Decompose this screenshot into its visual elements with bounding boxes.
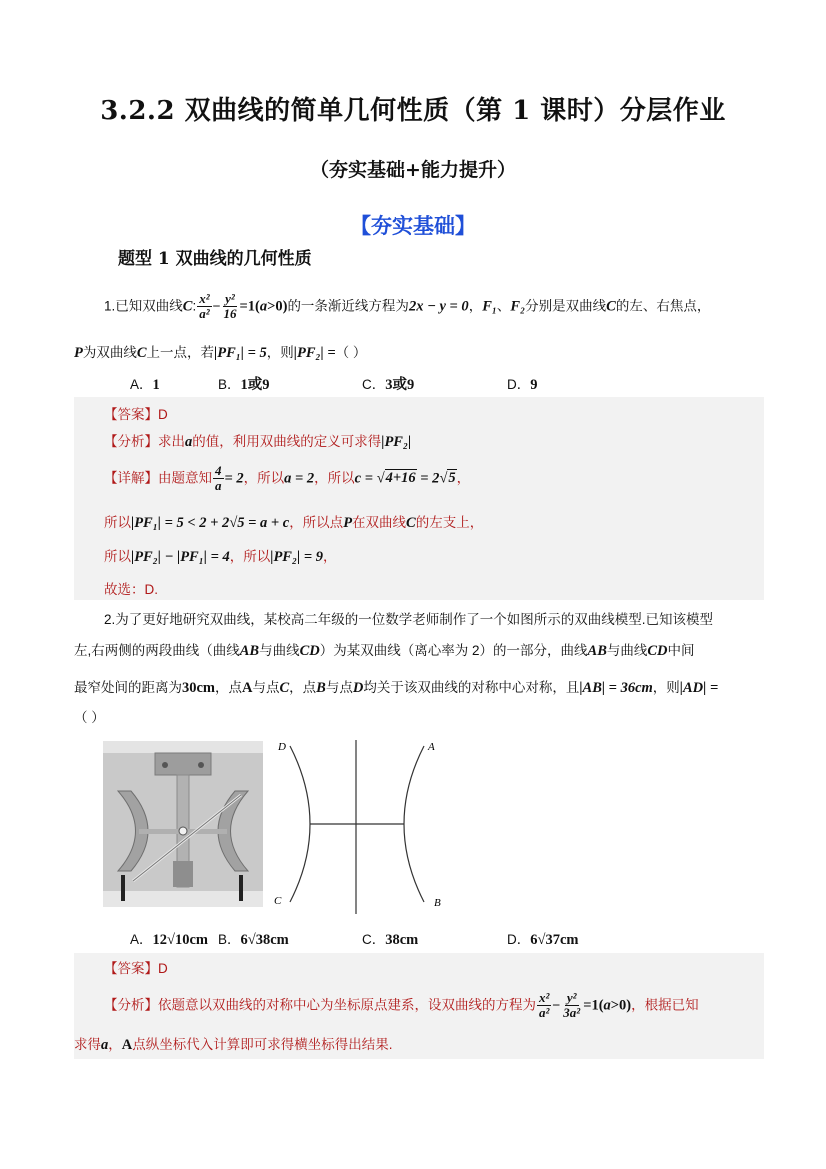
q2-analysis-line-2: 求得a，A点纵坐标代入计算即可求得横坐标得出结果.: [74, 1037, 393, 1053]
hyperbola-diagram: [268, 734, 446, 914]
label-c: C: [274, 895, 282, 907]
hyperbola-model-photo: [103, 741, 263, 907]
q2-answer: 【答案】D: [104, 961, 168, 976]
q1-answer: 【答案】D: [104, 407, 168, 422]
q2-option-c[interactable]: C．38cm: [362, 932, 419, 948]
question-type-heading: 题型 1 双曲线的几何性质: [118, 249, 312, 269]
label-d: D: [278, 741, 286, 753]
q1-option-a[interactable]: A．1: [130, 377, 160, 393]
q2-option-a[interactable]: A．12√10cm: [130, 932, 208, 948]
curve-ab: [404, 746, 424, 902]
q2-answer-box: [74, 953, 764, 1059]
q1-final: 故选：D.: [104, 582, 158, 597]
q1-line-2: P为双曲线C上一点，若|PF₁| = 5，则|PF₂| =（ ）: [74, 345, 367, 361]
q2-option-b[interactable]: B．6√38cm: [218, 932, 289, 948]
q2-line-4: （ ）: [74, 710, 105, 725]
q2-analysis: 【分析】依题意以双曲线的对称中心为坐标原点建系，设双曲线的方程为 $\frac{\text{x²}}{\text{a²}}$ − $\frac{\text{y²}}{\text{3a²}}$ =1(a>0)，根据已知: [104, 990, 699, 1021]
formula-y2-16: $\frac{\text{y²}}{16}$: [223, 291, 237, 322]
q1-detail-line-3: 所以|PF₁| = 5 < 2 + 2√5 = a + c，所以点P在双曲线C的左支上，: [104, 515, 484, 531]
page-subtitle: （夯实基础+能力提升）: [310, 159, 516, 181]
q1-option-b[interactable]: B．1或9: [218, 377, 270, 393]
q1-option-c[interactable]: C．3或9: [362, 377, 415, 393]
q2-line-1: 2.为了更好地研究双曲线，某校高二年级的一位数学老师制作了一个如图所示的双曲线模型.已知该模型: [104, 612, 714, 627]
q1-line-1: 1.已知双曲线C: $\frac{\text{x²}}{\text{a²}}$ − $\frac{\text{y²}}{16}$ =1(a>0)的一条渐近线方程为2x − y = 0，F₁、F₂分别是双曲线C的左、右焦点，: [104, 291, 711, 322]
q1-answer-box: [74, 397, 764, 600]
q1-detail: 【详解】由题意知 $\frac{4}{a}$ = 2，所以a = 2，所以c = √4+16 = 2√5，: [104, 463, 471, 494]
section-heading: 【夯实基础】: [350, 213, 476, 238]
label-a: A: [428, 741, 435, 753]
q2-line-2: 左,右两侧的两段曲线（曲线AB与曲线CD）为某双曲线（离心率为 2）的一部分，曲线AB与曲线CD中间: [74, 643, 695, 659]
q2-option-d[interactable]: D．6√37cm: [507, 932, 579, 948]
hyperbola-model-illustration: [103, 741, 263, 907]
q1-detail-line-4: 所以|PF₂| − |PF₁| = 4，所以|PF₂| = 9，: [104, 549, 337, 565]
q1-option-d[interactable]: D．9: [507, 377, 538, 393]
page-title: 3.2.2 双曲线的简单几何性质（第 1 课时）分层作业: [100, 96, 726, 126]
curve-cd: [290, 746, 310, 902]
q2-line-3: 最窄处间的距离为30cm，点A与点C，点B与点D均关于该双曲线的对称中心对称，且|AB| = 36cm，则|AD| =: [74, 680, 719, 696]
label-b: B: [434, 897, 441, 909]
formula-x2-a2: $\frac{\text{x²}}{\text{a²}}$: [199, 291, 210, 322]
q1-analysis: 【分析】求出a的值，利用双曲线的定义可求得|PF₂|: [104, 434, 412, 450]
